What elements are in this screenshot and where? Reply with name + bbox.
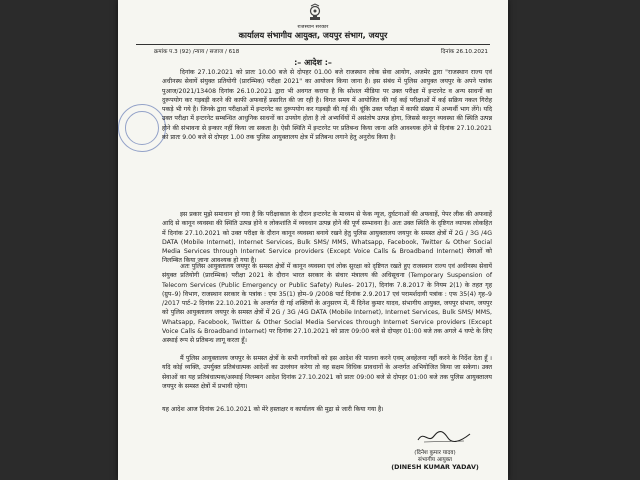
office-seal-icon [118, 104, 166, 152]
reference-number: क्रमांक प.3 (92) /न्याय / सजाज / 618 [154, 49, 240, 55]
paragraph-2: इस प्रकार मुझे समाधान हो गया है कि परीक्षाकाल के दौरान इन्टरनेट के माध्यम से फेक न्यूज, दुर्घटनाओं की अफवाहें, पेपर लीक की अफवाहें आदि से कानून व्यवस्था की स्थिति उत्पन्न होने व लोकशांति में व्यवधान उत्पन्न होने की पूर्ण सम्भावना है। अतः उक्त स्थिति के दृष्टिगत व्यापक लोकहित में दिनांक 27.10.2021 को उक्त परीक्षा के दौरान कानून व्यवस्था बनाये रखने हेतु पुलिस आयुक्तालय जयपुर के समस्त क्षेत्रों में 2G / 3G /4G DATA (Mobile Internet), Internet Services, Bulk SMS/ MMS, Whatsapp, Facebook, Twitter & Other Social Media Services through Internet Service providers (Except Voice Calls & Broadband Internet) सेवाओं को निलम्बित किया जाना आवश्यक हो गया है। [162, 211, 492, 265]
document-date: दिनांक 26.10.2021 [440, 49, 488, 55]
signatory-name-hindi: (दिनेश कुमार यादव) [414, 450, 456, 456]
paragraph-5: यह आदेश आज दिनांक 26.10.2021 को मेरे हस्ताक्षर व कार्यालय की मुद्रा से जारी किया गया है। [162, 406, 384, 413]
office-title: कार्यालय संभागीय आयुक्त, जयपुर संभाग, जयपुर [238, 30, 388, 40]
order-document [118, 0, 508, 480]
paragraph-4: मैं पुलिस आयुक्तालय जयपुर के समस्त क्षेत्रों के सभी नागरिकों को इस आदेश की पालना करने एवम् अवहेलना नहीं करने के निर्देश देता हूँ । यदि कोई व्यक्ति, उपर्युक्त प्रतिबंधात्मक आदेशों का उल्लंघन करेगा तो वह सक्षम विधिक प्रावधानों के अन्तर्गत अभियोजित किया जा सकेगा। उक्त सेवाओं का यह प्रतिबंधात्मक/अस्थाई निलम्बन आदेश दिनांक 27.10.2021 को प्रातः 09:00 बजे से दोपहर 01:00 बजे तक पुलिस आयुक्तालय जयपुर के समस्त क्षेत्रों में प्रभावी रहेगा। [162, 355, 492, 390]
paragraph-1: दिनांक 27.10.2021 को प्रातः 10.00 बजे से दोपहर 01.00 बजे राजस्थान लोक सेवा आयोग, अजमेर द्वारा "राजस्थान राज्य एवं अधीनस्थ सेवायें संयुक्त प्रतियोगी (प्रारम्भिक) परीक्षा 2021" का आयोजन किया जाना है। इस संबंध में पुलिस आयुक्त जयपुर के अपने पत्रांक पुआज/2021/13408 दिनांक 26.10.2021 द्वारा भी अवगत कराया है कि सोशल मीडिया पर उक्त परीक्षा में इन्टरनेट व अन्य साधनों का दुरूपयोग कर गड़बड़ी करने की काफी अफवाहें प्रसारित की जा रही है। विगत समय में आयोजित की गई कई परीक्षाओं में कई सक्रिय नकल गिरोह पकड़े भी गये है। जिनके द्वारा परीक्षाओं में इन्टरनेट का दुरूपयोग कर गड़बड़ी की गई थी। चूंकि उक्त परीक्षा में काफी संख्या में अभ्यर्थी भाग लेंगे। यदि उक्त परीक्षा में इन्टरनेट सम्बन्धित आधुनिक साधनों का उपयोग होता है तो अभ्यर्थियों में असंतोष उत्पन्न होगा, जिससे कानून व्यवस्था की स्थिति उत्पन्न होने की संभावना से इन्कार नहीं किया जा सकता है। ऐसी स्थिति में इन्टरनेट पर प्रतिबन्ध किया जाना अति आवश्यक होने से दिनांक 27.10.2021 को प्रातः 9.00 बजे से दोपहर 1.00 तक पुलिस आयुक्तालय क्षेत्र में प्रतिबन्ध लगाने हेतु अनुरोध किया है। [162, 69, 492, 141]
state-emblem-icon [306, 3, 324, 23]
government-name: राजस्थान सरकार [297, 25, 329, 30]
signatory-designation: संभागीय आयुक्त [418, 457, 452, 463]
paragraph-3: अतः पुलिस आयुक्तालय जयपुर के समस्त क्षेत्रों में कानून व्यवस्था एवं लोक सुरक्षा को दृष्टिगत रखते हुए राजस्थान राज्य एवं अधीनस्थ सेवायें संयुक्त प्रतियोगी (प्रारम्भिक) परीक्षा 2021 के दौरान भारत सरकार के संचार मंत्रालय की अधिसूचना (Temporary Suspension of Telecom Services (Public Emergency or Public Safety) Rules- 2017), दिनांक 7.8.2017 के नियम 2(1) के तहत गृह (ग्रुप–9) विभाग, राजस्थान सरकार के पत्रांक : एफ 35(1) होम–9 /2008 पार्ट दिनांक 2.9.2017 एवं परामर्शदायी पत्रांक : एफ 35(4) गृह–9 /2017 पार्ट–2 दिनांक 22.10.2021 के अन्तर्गत दी गई शक्तियों के अनुसरण में, मैं दिनेश कुमार यादव, संभागीय आयुक्त, जयपुर संभाग, जयपुर को पुलिस आयुक्तालय जयपुर के समस्त क्षेत्रों में 2G / 3G /4G DATA (Mobile Internet), Internet Services, Bulk SMS/ MMS, Whatsapp, Facebook, Twitter & Other Social Media Services through Internet Service providers (Except Voice Calls & Broadband Internet) पर दिनांक 27.10.2021 को प्रातः 09:00 बजे से दोपहर 01:00 बजे तक अगले 4 घण्टे के लिए अस्थाई रूप से प्रतिबन्ध लागू करता हूँ। [162, 263, 492, 344]
signature-icon [414, 428, 474, 446]
header-divider [136, 44, 490, 45]
order-heading: :– आदेश :– [294, 58, 332, 67]
signatory-name-english: (DINESH KUMAR YADAV) [391, 463, 479, 471]
office-seal-inner [125, 111, 159, 145]
